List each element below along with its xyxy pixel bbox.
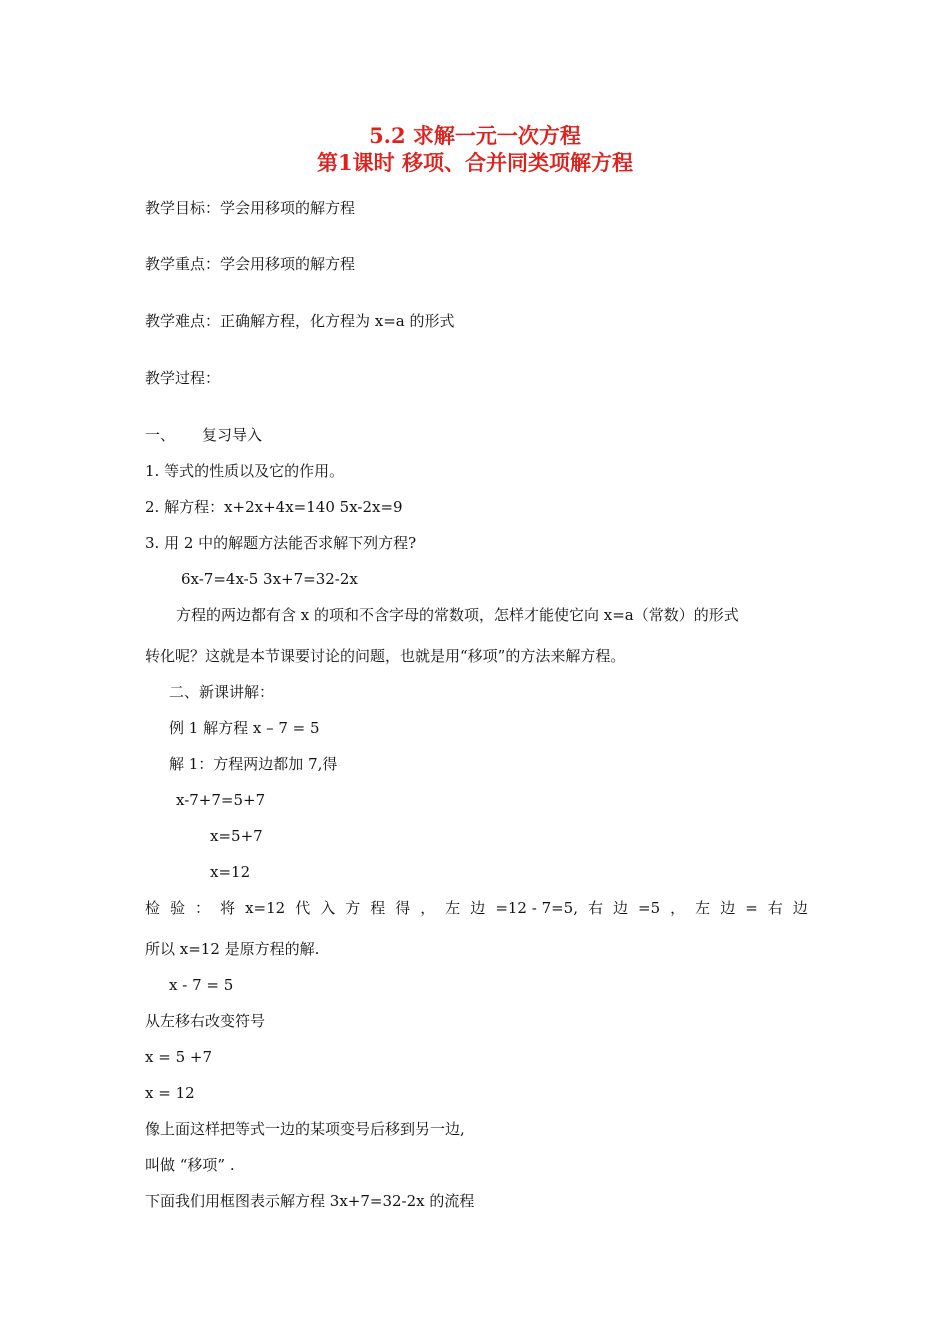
check-word: 检 [145,899,161,917]
check-word: 方 [345,899,361,917]
check-word: 代 [295,899,311,917]
check-word: 右 [588,899,604,917]
check-word: 验 [170,899,186,917]
example-1: 例 1 解方程 x – 7 = 5 [169,719,320,737]
teaching-process-label: 教学过程： [145,369,221,387]
move-term-note: 从左移右改变符号 [145,1012,266,1030]
equation-line-1: x - 7 = 5 [169,976,234,994]
review-equations: 6x-7=4x-5 3x+7=32-2x [181,570,358,588]
teaching-difficulty: 教学难点：正确解方程，化方程为 x=a 的形式 [145,312,455,330]
solution-step-3: x=12 [210,863,251,881]
section-two-heading: 二、新课讲解： [169,683,275,701]
lesson-title: 5.2 求解一元一次方程 [369,123,581,148]
intro-paragraph-line-1: 方程的两边都有含 x 的项和不含字母的常数项，怎样才能使它向 x=a（常数）的形式 [176,606,739,624]
check-conclusion: 所以 x=12 是原方程的解. [145,940,320,958]
check-word: = [745,899,758,917]
check-word: =12 - 7=5, [495,899,578,917]
definition-line-1: 像上面这样把等式一边的某项变号后移到另一边, [145,1120,465,1138]
check-word: 边 [720,899,736,917]
solution-step-2: x=5+7 [210,827,263,845]
check-word: 将 [220,899,236,917]
check-word: 入 [320,899,336,917]
check-word: ， [420,899,436,917]
teaching-key-point: 教学重点：学会用移项的解方程 [145,255,356,273]
section-one-number: 一、 [145,426,176,444]
check-word: ， [670,899,686,917]
check-word: 边 [470,899,486,917]
check-word: ： [195,899,211,917]
flowchart-intro: 下面我们用框图表示解方程 3x+7=32-2x 的流程 [145,1192,475,1210]
check-word: 左 [695,899,711,917]
teaching-goal: 教学目标：学会用移项的解方程 [145,199,356,217]
solution-intro: 解 1：方程两边都加 7,得 [169,755,338,773]
review-item-1: 1. 等式的性质以及它的作用。 [145,462,345,480]
review-item-3: 3. 用 2 中的解题方法能否求解下列方程? [145,534,417,552]
solution-step-1: x-7+7=5+7 [176,791,266,809]
check-word: 边 [792,899,808,917]
equation-line-3: x = 12 [145,1084,195,1102]
review-item-2: 2. 解方程：x+2x+4x=140 5x-2x=9 [145,498,403,516]
check-word: 程 [370,899,386,917]
check-line [145,898,808,918]
check-word: 得 [395,899,411,917]
check-word: x=12 [245,899,286,917]
intro-paragraph-line-2: 转化呢？这就是本节课要讨论的问题，也就是用“移项”的方法来解方程。 [145,647,626,665]
check-word: =5 [638,899,661,917]
definition-line-2: 叫做 “移项” . [145,1156,235,1174]
lesson-subtitle: 第1课时 移项、合并同类项解方程 [317,150,633,175]
check-word: 右 [767,899,783,917]
equation-line-2: x = 5 +7 [145,1048,212,1066]
check-word: 边 [613,899,629,917]
section-one-heading: 复习导入 [202,426,263,444]
check-word: 左 [445,899,461,917]
